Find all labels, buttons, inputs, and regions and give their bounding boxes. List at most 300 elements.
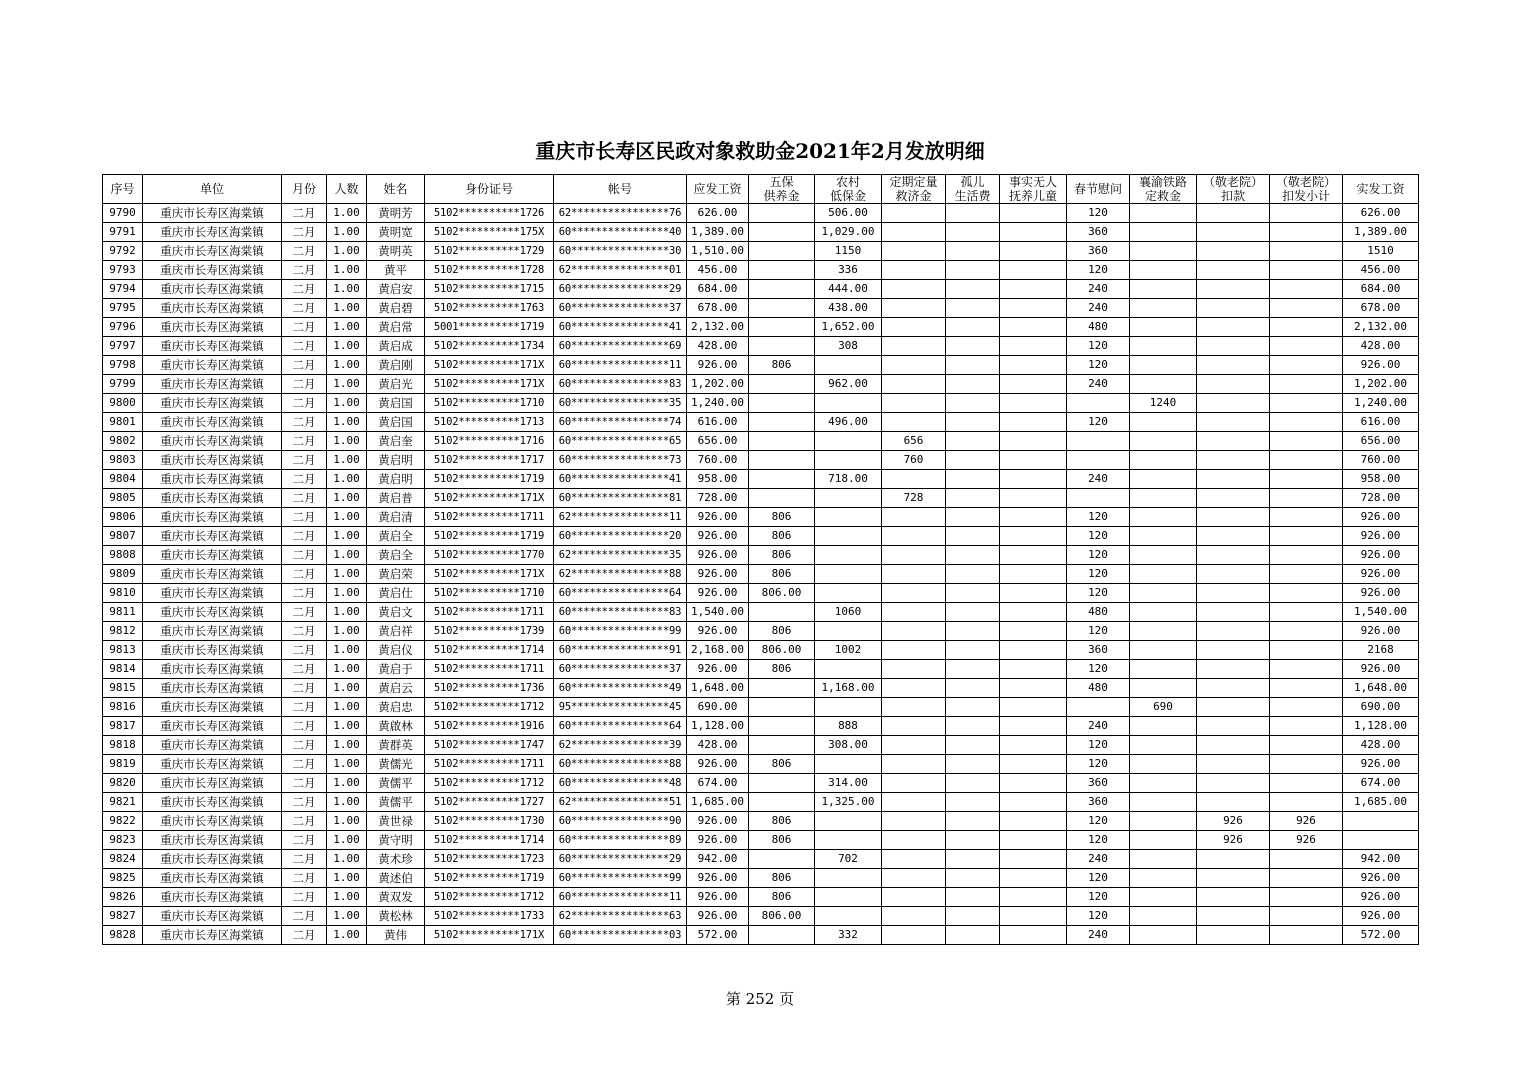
cell-id-number: 5102**********1916 <box>425 717 554 736</box>
cell-seq: 9818 <box>103 736 143 755</box>
cell-wubao <box>749 698 815 717</box>
cell-account: 60****************11 <box>554 888 687 907</box>
cell-dibao <box>815 546 882 565</box>
cell-id-number: 5102**********1711 <box>425 660 554 679</box>
cell-id-number: 5102**********1719 <box>425 470 554 489</box>
cell-net-pay: 428.00 <box>1343 337 1419 356</box>
cell-dibao: 1150 <box>815 242 882 261</box>
cell-count: 1.00 <box>327 888 367 907</box>
cell-child <box>1000 565 1067 584</box>
cell-net-pay: 942.00 <box>1343 850 1419 869</box>
cell-orphan <box>946 850 1000 869</box>
cell-net-pay: 428.00 <box>1343 736 1419 755</box>
relief-detail-table <box>102 174 1419 945</box>
cell-child <box>1000 622 1067 641</box>
cell-id-number: 5102**********1712 <box>425 774 554 793</box>
page-number: 第 252 页 <box>725 990 795 1008</box>
cell-month: 二月 <box>282 508 327 527</box>
cell-name: 黄启明 <box>367 470 425 489</box>
cell-deduct-subtotal <box>1270 622 1343 641</box>
cell-name: 黄群英 <box>367 736 425 755</box>
cell-seq: 9805 <box>103 489 143 508</box>
cell-unit: 重庆市长寿区海棠镇 <box>143 926 282 945</box>
cell-orphan <box>946 413 1000 432</box>
cell-net-pay: 926.00 <box>1343 869 1419 888</box>
cell-id-number: 5102**********1712 <box>425 888 554 907</box>
table-row <box>103 888 1419 907</box>
cell-seq: 9812 <box>103 622 143 641</box>
cell-month: 二月 <box>282 394 327 413</box>
cell-orphan <box>946 888 1000 907</box>
cell-seq: 9825 <box>103 869 143 888</box>
cell-seq: 9793 <box>103 261 143 280</box>
cell-account: 60****************37 <box>554 299 687 318</box>
cell-child <box>1000 812 1067 831</box>
table-row <box>103 242 1419 261</box>
cell-net-pay: 2168 <box>1343 641 1419 660</box>
cell-deduct <box>1197 736 1270 755</box>
cell-account: 60****************89 <box>554 831 687 850</box>
cell-deduct <box>1197 850 1270 869</box>
cell-name: 黄启安 <box>367 280 425 299</box>
cell-name: 黄启国 <box>367 413 425 432</box>
cell-railway <box>1130 603 1197 622</box>
cell-month: 二月 <box>282 546 327 565</box>
cell-gross-pay: 572.00 <box>687 926 749 945</box>
cell-dibao <box>815 432 882 451</box>
cell-wubao: 806 <box>749 527 815 546</box>
cell-month: 二月 <box>282 717 327 736</box>
cell-dibao <box>815 356 882 375</box>
cell-count: 1.00 <box>327 641 367 660</box>
cell-net-pay: 1,240.00 <box>1343 394 1419 413</box>
column-header-month: 月份 <box>282 175 327 204</box>
cell-unit: 重庆市长寿区海棠镇 <box>143 736 282 755</box>
cell-dibao: 336 <box>815 261 882 280</box>
cell-month: 二月 <box>282 755 327 774</box>
cell-spring: 120 <box>1067 907 1130 926</box>
cell-dingqi <box>882 679 946 698</box>
cell-dibao <box>815 812 882 831</box>
cell-railway <box>1130 850 1197 869</box>
cell-dibao: 438.00 <box>815 299 882 318</box>
cell-dingqi <box>882 736 946 755</box>
cell-wubao <box>749 489 815 508</box>
cell-spring: 480 <box>1067 603 1130 622</box>
cell-month: 二月 <box>282 888 327 907</box>
cell-railway <box>1130 451 1197 470</box>
cell-net-pay <box>1343 812 1419 831</box>
cell-seq: 9823 <box>103 831 143 850</box>
cell-orphan <box>946 375 1000 394</box>
cell-count: 1.00 <box>327 375 367 394</box>
cell-child <box>1000 717 1067 736</box>
cell-dibao <box>815 584 882 603</box>
cell-count: 1.00 <box>327 907 367 926</box>
cell-name: 黄启清 <box>367 508 425 527</box>
cell-month: 二月 <box>282 907 327 926</box>
cell-count: 1.00 <box>327 527 367 546</box>
cell-dibao <box>815 527 882 546</box>
cell-id-number: 5102**********1730 <box>425 812 554 831</box>
cell-unit: 重庆市长寿区海棠镇 <box>143 565 282 584</box>
cell-railway <box>1130 755 1197 774</box>
table-row <box>103 299 1419 318</box>
cell-count: 1.00 <box>327 774 367 793</box>
cell-unit: 重庆市长寿区海棠镇 <box>143 375 282 394</box>
cell-net-pay: 684.00 <box>1343 280 1419 299</box>
column-header-spring: 春节慰问 <box>1067 175 1130 204</box>
table-row <box>103 736 1419 755</box>
cell-count: 1.00 <box>327 926 367 945</box>
cell-dibao: 496.00 <box>815 413 882 432</box>
cell-id-number: 5102**********1719 <box>425 527 554 546</box>
cell-deduct-subtotal <box>1270 679 1343 698</box>
cell-dibao <box>815 831 882 850</box>
cell-orphan <box>946 527 1000 546</box>
cell-orphan <box>946 622 1000 641</box>
cell-wubao: 806 <box>749 660 815 679</box>
cell-orphan <box>946 755 1000 774</box>
cell-month: 二月 <box>282 793 327 812</box>
cell-count: 1.00 <box>327 394 367 413</box>
cell-seq: 9819 <box>103 755 143 774</box>
cell-child <box>1000 470 1067 489</box>
cell-railway: 1240 <box>1130 394 1197 413</box>
table-row <box>103 356 1419 375</box>
cell-name: 黄启忠 <box>367 698 425 717</box>
table-row <box>103 622 1419 641</box>
column-header-deduct: （敬老院） 扣款 <box>1197 175 1270 204</box>
cell-orphan <box>946 565 1000 584</box>
cell-wubao: 806 <box>749 812 815 831</box>
cell-child <box>1000 489 1067 508</box>
cell-id-number: 5102**********171X <box>425 926 554 945</box>
cell-unit: 重庆市长寿区海棠镇 <box>143 812 282 831</box>
cell-deduct <box>1197 717 1270 736</box>
cell-child <box>1000 337 1067 356</box>
cell-unit: 重庆市长寿区海棠镇 <box>143 223 282 242</box>
cell-dingqi <box>882 641 946 660</box>
cell-deduct-subtotal <box>1270 717 1343 736</box>
cell-seq: 9803 <box>103 451 143 470</box>
cell-count: 1.00 <box>327 755 367 774</box>
cell-account: 62****************01 <box>554 261 687 280</box>
cell-deduct <box>1197 508 1270 527</box>
cell-spring: 360 <box>1067 793 1130 812</box>
cell-count: 1.00 <box>327 679 367 698</box>
cell-seq: 9827 <box>103 907 143 926</box>
column-header-count: 人数 <box>327 175 367 204</box>
cell-child <box>1000 698 1067 717</box>
cell-wubao: 806 <box>749 508 815 527</box>
cell-gross-pay: 456.00 <box>687 261 749 280</box>
cell-dingqi: 760 <box>882 451 946 470</box>
cell-railway <box>1130 432 1197 451</box>
column-header-railway: 襄渝铁路 定救金 <box>1130 175 1197 204</box>
cell-deduct-subtotal <box>1270 736 1343 755</box>
cell-account: 60****************74 <box>554 413 687 432</box>
cell-gross-pay: 942.00 <box>687 850 749 869</box>
column-header-dingqi: 定期定量 救济金 <box>882 175 946 204</box>
cell-dingqi <box>882 356 946 375</box>
cell-unit: 重庆市长寿区海棠镇 <box>143 204 282 223</box>
cell-railway <box>1130 223 1197 242</box>
cell-railway <box>1130 242 1197 261</box>
cell-id-number: 5102**********1727 <box>425 793 554 812</box>
cell-unit: 重庆市长寿区海棠镇 <box>143 527 282 546</box>
cell-unit: 重庆市长寿区海棠镇 <box>143 280 282 299</box>
cell-month: 二月 <box>282 641 327 660</box>
cell-child <box>1000 546 1067 565</box>
cell-spring: 360 <box>1067 774 1130 793</box>
table-row <box>103 660 1419 679</box>
cell-spring: 120 <box>1067 565 1130 584</box>
cell-orphan <box>946 603 1000 622</box>
cell-deduct <box>1197 660 1270 679</box>
cell-month: 二月 <box>282 584 327 603</box>
cell-gross-pay: 1,540.00 <box>687 603 749 622</box>
cell-spring: 360 <box>1067 641 1130 660</box>
cell-dibao: 1060 <box>815 603 882 622</box>
cell-dingqi <box>882 793 946 812</box>
cell-deduct <box>1197 489 1270 508</box>
cell-dibao <box>815 451 882 470</box>
cell-net-pay: 926.00 <box>1343 660 1419 679</box>
cell-spring: 480 <box>1067 318 1130 337</box>
cell-count: 1.00 <box>327 736 367 755</box>
cell-count: 1.00 <box>327 318 367 337</box>
cell-dibao: 332 <box>815 926 882 945</box>
cell-net-pay: 1,648.00 <box>1343 679 1419 698</box>
cell-id-number: 5102**********1728 <box>425 261 554 280</box>
cell-account: 60****************20 <box>554 527 687 546</box>
cell-unit: 重庆市长寿区海棠镇 <box>143 470 282 489</box>
cell-seq: 9797 <box>103 337 143 356</box>
cell-railway <box>1130 831 1197 850</box>
table-row <box>103 204 1419 223</box>
cell-deduct <box>1197 318 1270 337</box>
cell-railway <box>1130 584 1197 603</box>
cell-unit: 重庆市长寿区海棠镇 <box>143 603 282 622</box>
cell-count: 1.00 <box>327 242 367 261</box>
cell-deduct <box>1197 261 1270 280</box>
cell-unit: 重庆市长寿区海棠镇 <box>143 622 282 641</box>
cell-orphan <box>946 337 1000 356</box>
cell-id-number: 5001**********1719 <box>425 318 554 337</box>
cell-spring: 240 <box>1067 926 1130 945</box>
cell-child <box>1000 584 1067 603</box>
cell-spring: 120 <box>1067 413 1130 432</box>
cell-name: 黄启文 <box>367 603 425 622</box>
cell-child <box>1000 261 1067 280</box>
cell-deduct-subtotal <box>1270 603 1343 622</box>
cell-id-number: 5102**********171X <box>425 489 554 508</box>
cell-net-pay: 926.00 <box>1343 755 1419 774</box>
table-row <box>103 546 1419 565</box>
cell-dingqi <box>882 546 946 565</box>
cell-account: 60****************35 <box>554 394 687 413</box>
cell-unit: 重庆市长寿区海棠镇 <box>143 641 282 660</box>
cell-dibao: 308.00 <box>815 736 882 755</box>
cell-railway <box>1130 888 1197 907</box>
cell-spring: 360 <box>1067 242 1130 261</box>
cell-unit: 重庆市长寿区海棠镇 <box>143 451 282 470</box>
cell-name: 黄松林 <box>367 907 425 926</box>
cell-dingqi <box>882 774 946 793</box>
cell-month: 二月 <box>282 565 327 584</box>
cell-railway <box>1130 413 1197 432</box>
cell-seq: 9824 <box>103 850 143 869</box>
cell-month: 二月 <box>282 603 327 622</box>
page-title: 重庆市长寿区民政对象救助金2021年2月发放明细 <box>535 139 985 163</box>
cell-wubao <box>749 926 815 945</box>
cell-id-number: 5102**********1747 <box>425 736 554 755</box>
cell-name: 黄儒光 <box>367 755 425 774</box>
cell-wubao <box>749 413 815 432</box>
cell-gross-pay: 2,132.00 <box>687 318 749 337</box>
cell-count: 1.00 <box>327 869 367 888</box>
cell-net-pay: 1,685.00 <box>1343 793 1419 812</box>
cell-gross-pay: 926.00 <box>687 660 749 679</box>
cell-orphan <box>946 774 1000 793</box>
cell-net-pay: 1510 <box>1343 242 1419 261</box>
cell-deduct-subtotal <box>1270 242 1343 261</box>
cell-orphan <box>946 641 1000 660</box>
cell-seq: 9808 <box>103 546 143 565</box>
cell-seq: 9822 <box>103 812 143 831</box>
cell-net-pay: 926.00 <box>1343 888 1419 907</box>
cell-wubao <box>749 394 815 413</box>
cell-wubao: 806.00 <box>749 641 815 660</box>
cell-id-number: 5102**********1710 <box>425 394 554 413</box>
cell-spring: 120 <box>1067 546 1130 565</box>
cell-id-number: 5102**********1734 <box>425 337 554 356</box>
cell-name: 黄明芳 <box>367 204 425 223</box>
cell-month: 二月 <box>282 451 327 470</box>
cell-gross-pay: 1,389.00 <box>687 223 749 242</box>
cell-railway <box>1130 660 1197 679</box>
cell-orphan <box>946 907 1000 926</box>
cell-deduct-subtotal <box>1270 774 1343 793</box>
cell-child <box>1000 299 1067 318</box>
cell-unit: 重庆市长寿区海棠镇 <box>143 774 282 793</box>
cell-orphan <box>946 679 1000 698</box>
cell-spring <box>1067 432 1130 451</box>
cell-spring: 120 <box>1067 622 1130 641</box>
cell-deduct-subtotal <box>1270 394 1343 413</box>
cell-deduct: 926 <box>1197 831 1270 850</box>
cell-railway <box>1130 318 1197 337</box>
cell-seq: 9801 <box>103 413 143 432</box>
cell-child <box>1000 204 1067 223</box>
cell-id-number: 5102**********1715 <box>425 280 554 299</box>
cell-month: 二月 <box>282 622 327 641</box>
cell-gross-pay: 926.00 <box>687 831 749 850</box>
cell-unit: 重庆市长寿区海棠镇 <box>143 394 282 413</box>
cell-seq: 9826 <box>103 888 143 907</box>
column-header-account: 帐号 <box>554 175 687 204</box>
cell-child <box>1000 432 1067 451</box>
cell-seq: 9802 <box>103 432 143 451</box>
cell-dibao: 962.00 <box>815 375 882 394</box>
cell-account: 62****************51 <box>554 793 687 812</box>
cell-name: 黄述伯 <box>367 869 425 888</box>
cell-deduct-subtotal <box>1270 280 1343 299</box>
cell-id-number: 5102**********171X <box>425 356 554 375</box>
cell-deduct <box>1197 394 1270 413</box>
cell-gross-pay: 926.00 <box>687 755 749 774</box>
cell-orphan <box>946 584 1000 603</box>
cell-account: 60****************49 <box>554 679 687 698</box>
cell-deduct <box>1197 565 1270 584</box>
cell-dibao: 1002 <box>815 641 882 660</box>
cell-spring: 480 <box>1067 679 1130 698</box>
table-row <box>103 565 1419 584</box>
cell-unit: 重庆市长寿区海棠镇 <box>143 755 282 774</box>
table-row <box>103 451 1419 470</box>
cell-railway <box>1130 527 1197 546</box>
cell-child <box>1000 660 1067 679</box>
cell-wubao <box>749 736 815 755</box>
cell-deduct <box>1197 641 1270 660</box>
cell-spring: 120 <box>1067 869 1130 888</box>
cell-id-number: 5102**********1716 <box>425 432 554 451</box>
column-header-id-number: 身份证号 <box>425 175 554 204</box>
cell-orphan <box>946 717 1000 736</box>
table-row <box>103 470 1419 489</box>
cell-spring: 120 <box>1067 831 1130 850</box>
cell-spring: 240 <box>1067 375 1130 394</box>
cell-dibao <box>815 698 882 717</box>
cell-month: 二月 <box>282 698 327 717</box>
cell-net-pay: 678.00 <box>1343 299 1419 318</box>
cell-net-pay: 656.00 <box>1343 432 1419 451</box>
cell-spring: 120 <box>1067 584 1130 603</box>
cell-seq: 9810 <box>103 584 143 603</box>
cell-gross-pay: 760.00 <box>687 451 749 470</box>
cell-child <box>1000 413 1067 432</box>
cell-deduct <box>1197 451 1270 470</box>
cell-child <box>1000 831 1067 850</box>
cell-unit: 重庆市长寿区海棠镇 <box>143 546 282 565</box>
cell-gross-pay: 678.00 <box>687 299 749 318</box>
cell-deduct <box>1197 356 1270 375</box>
cell-child <box>1000 508 1067 527</box>
cell-dingqi <box>882 527 946 546</box>
cell-orphan <box>946 736 1000 755</box>
cell-seq: 9820 <box>103 774 143 793</box>
cell-dingqi <box>882 660 946 679</box>
cell-count: 1.00 <box>327 451 367 470</box>
cell-railway <box>1130 299 1197 318</box>
cell-orphan <box>946 432 1000 451</box>
cell-id-number: 5102**********1710 <box>425 584 554 603</box>
cell-wubao <box>749 603 815 622</box>
cell-child <box>1000 280 1067 299</box>
cell-name: 黄世禄 <box>367 812 425 831</box>
cell-gross-pay: 1,648.00 <box>687 679 749 698</box>
cell-gross-pay: 1,128.00 <box>687 717 749 736</box>
cell-seq: 9813 <box>103 641 143 660</box>
table-row <box>103 527 1419 546</box>
cell-railway <box>1130 470 1197 489</box>
cell-spring: 240 <box>1067 850 1130 869</box>
cell-gross-pay: 428.00 <box>687 337 749 356</box>
table-row <box>103 261 1419 280</box>
cell-id-number: 5102**********1712 <box>425 698 554 717</box>
cell-child <box>1000 774 1067 793</box>
